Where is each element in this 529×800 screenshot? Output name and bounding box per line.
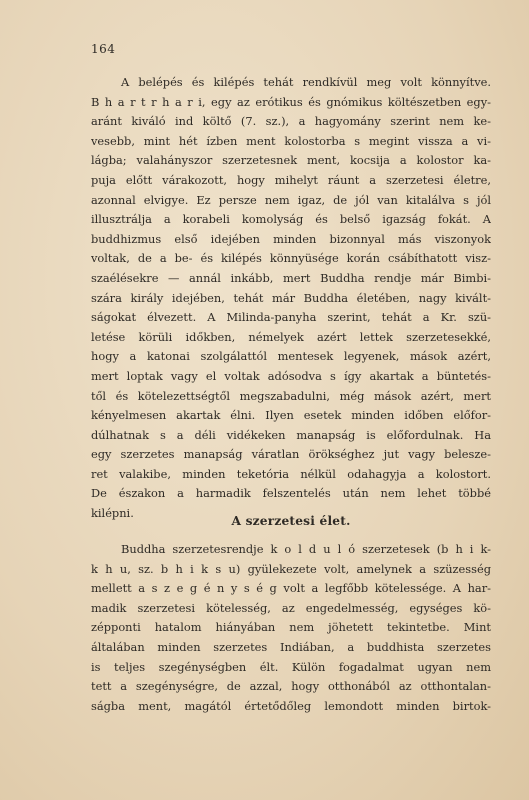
text-line: aránt kiváló ind költő (7. sz.), a hagyomány szerint nem ke- [91,114,491,129]
text-line: is teljes szegénységben élt. Külön fogadalmat ugyan nem [91,659,491,674]
text-line: madik szerzetesi kötelesség, az engedelmesség, egységes kö- [91,600,491,615]
text-line: vesebb, mint hét ízben ment kolostorba s megint vissza a vi- [91,133,491,148]
text-line: szaélésekre — annál inkább, mert Buddha rendje már Bimbi- [91,270,491,285]
text-line: dúlhatnak s a déli vidékeken manapság is előfordulnak. Ha [91,427,491,442]
text-line: lágba; valahányszor szerzetesnek ment, kocsija a kolostor ka- [91,153,491,168]
text-line: buddhizmus első idejében minden bizonnyal más viszonyok [91,231,491,246]
text-line: mellett a s z e g é n y s é g volt a legfőbb kötelessége. A har- [91,581,491,596]
text-line: B h a r t r h a r i, egy az erótikus és gnómikus költészetben egy- [91,94,491,109]
text-line: mert loptak vagy el voltak adósodva s így akartak a büntetés- [91,368,491,383]
text-line: től és kötelezettségtől megszabadulni, még mások azért, mert [91,388,491,403]
text-line: letése körüli időkben, némelyek azért lettek szerzetesekké, [91,329,491,344]
text-line: kilépni. [91,506,134,521]
text-line: szára király idejében, tehát már Buddha életében, nagy kivált- [91,290,491,305]
text-line: ságokat élvezett. A Milinda-panyha szerint, tehát a Kr. szü- [91,310,491,325]
paragraph-1 [91,73,491,524]
text-line: A belépés és kilépés tehát rendkívül meg volt könnyítve. [121,75,491,89]
text-line: zépponti hatalom hiányában nem jöhetett tekintetbe. Mint [91,620,491,635]
text-line: egy szerzetes manapság váratlan örökséghez jut vagy belesze- [91,447,491,462]
text-line: illusztrálja a korabeli komolyság és belső igazság fokát. A [91,212,491,227]
text-line: Buddha szerzetesrendje k o l d u l ó szerzetesek (b h i k- [121,542,491,556]
text-line: k h u, sz. b h i k s u) gyülekezete volt, amelynek a szüzesség [91,561,491,576]
text-line: voltak, de a be- és kilépés könnyüsége korán csábíthatott visz- [91,251,491,266]
text-line: azonnal elvigye. Ez persze nem igaz, de jól van kitalálva s jól [91,192,491,207]
paragraph-2 [91,540,491,716]
text-line: hogy a katonai szolgálattól mentesek legyenek, mások azért, [91,349,491,364]
section-heading: A szerzetesi élet. [231,514,351,528]
text-line: puja előtt várakozott, hogy mihelyt ráunt a szerzetesi életre, [91,172,491,187]
page-number: 164 [91,42,116,56]
text-line: ságba ment, magától értetődőleg lemondott minden birtok- [91,698,491,713]
text-line: általában minden szerzetes Indiában, a buddhista szerzetes [91,639,491,654]
text-line: De északon a harmadik felszentelés után nem lehet többé [91,486,491,501]
text-line: tett a szegénységre, de azzal, hogy otthonából az otthontalan- [91,679,491,694]
text-line: ret valakibe, minden teketória nélkül odahagyja a kolostort. [91,466,491,481]
text-line: kényelmesen akartak élni. Ilyen esetek minden időben előfor- [91,408,491,423]
